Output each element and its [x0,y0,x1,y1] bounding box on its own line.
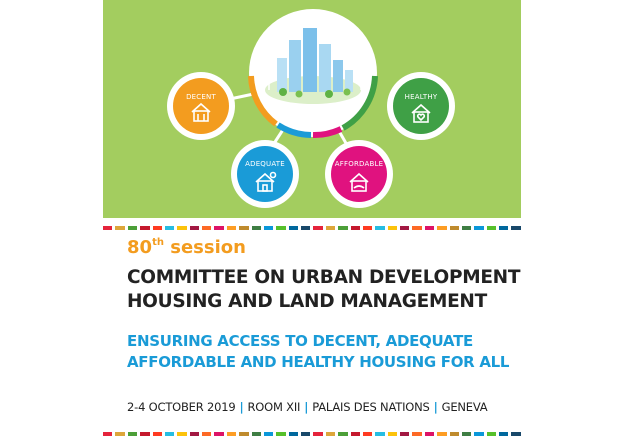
stripe-segment [388,432,397,436]
stripe-segment [264,432,273,436]
stripe-segment [165,432,174,436]
stripe-segment [388,226,397,230]
stripe-segment [140,226,149,230]
stripe-segment [474,432,483,436]
hero-illustration [103,0,521,218]
stripe-segment [487,226,496,230]
stripe-segment [313,432,322,436]
stripe-segment [177,226,186,230]
stripe-segment [400,226,409,230]
stripe-segment [227,226,236,230]
stripe-segment [289,226,298,230]
adequate-label: ADEQUATE [245,160,285,168]
color-stripe-bottom [103,432,521,436]
stripe-segment [115,226,124,230]
theme-line: ENSURING ACCESS TO DECENT, ADEQUATE [127,332,473,350]
decent-label: DECENT [186,93,216,101]
stripe-segment [412,226,421,230]
stripe-segment [326,432,335,436]
adequate-circle [231,140,299,208]
event-details [127,400,519,414]
stripe-segment [375,226,384,230]
affordable-circle [325,140,393,208]
stripe-segment [276,432,285,436]
decent-circle [167,72,235,140]
separator: | [239,400,244,414]
stripe-segment [202,226,211,230]
stripe-segment [190,226,199,230]
event-venue: PALAIS DES NATIONS [312,400,430,414]
stripe-segment [301,226,310,230]
stripe-segment [462,226,471,230]
stripe-segment [239,226,248,230]
stripe-segment [239,432,248,436]
stripe-segment [128,432,137,436]
stripe-segment [462,432,471,436]
stripe-segment [313,226,322,230]
stripe-segment [140,432,149,436]
session-ordinal: th [152,237,164,248]
stripe-segment [115,432,124,436]
stripe-segment [450,226,459,230]
theme-line: AFFORDABLE AND HEALTHY HOUSING FOR ALL [127,353,510,371]
stripe-segment [252,432,261,436]
stripe-segment [363,432,372,436]
separator: | [304,400,309,414]
stripe-segment [214,432,223,436]
affordable-label: AFFORDABLE [334,160,384,168]
separator: | [433,400,438,414]
poster [103,0,521,440]
stripe-segment [400,432,409,436]
stripe-segment [252,226,261,230]
stripe-segment [153,226,162,230]
stripe-segment [153,432,162,436]
stripe-segment [511,432,520,436]
stripe-segment [276,226,285,230]
color-stripe-top [103,226,521,230]
stripe-segment [264,226,273,230]
stripe-segment [425,432,434,436]
stripe-segment [103,432,112,436]
session-heading [127,237,246,258]
stripe-segment [227,432,236,436]
stripe-segment [363,226,372,230]
stripe-segment [202,432,211,436]
healthy-label: HEALTHY [404,93,438,101]
stripe-segment [326,226,335,230]
stripe-segment [289,432,298,436]
stripe-segment [338,432,347,436]
stripe-segment [177,432,186,436]
stripe-segment [190,432,199,436]
event-dates: 2-4 OCTOBER 2019 [127,400,236,414]
stripe-segment [165,226,174,230]
stripe-segment [425,226,434,230]
stripe-segment [351,432,360,436]
stripe-segment [499,226,508,230]
center-circle [249,9,377,137]
committee-title-line: COMMITTEE ON URBAN DEVELOPMENT [127,267,521,288]
stripe-segment [437,226,446,230]
stripe-segment [487,432,496,436]
stripe-segment [214,226,223,230]
event-city: GENEVA [441,400,488,414]
stripe-segment [375,432,384,436]
stripe-segment [437,432,446,436]
committee-title-line: HOUSING AND LAND MANAGEMENT [127,291,487,312]
theme-subtitle [127,331,517,373]
committee-title [127,266,521,314]
healthy-circle [387,72,455,140]
event-room: ROOM XII [247,400,301,414]
stripe-segment [301,432,310,436]
stripe-segment [499,432,508,436]
stripe-segment [351,226,360,230]
stripe-segment [412,432,421,436]
stripe-segment [450,432,459,436]
stripe-segment [511,226,520,230]
session-number: 80 [127,237,153,258]
stripe-segment [338,226,347,230]
session-word: session [170,237,246,258]
stripe-segment [474,226,483,230]
housing-diagram [103,0,521,218]
stripe-segment [103,226,112,230]
stripe-segment [128,226,137,230]
